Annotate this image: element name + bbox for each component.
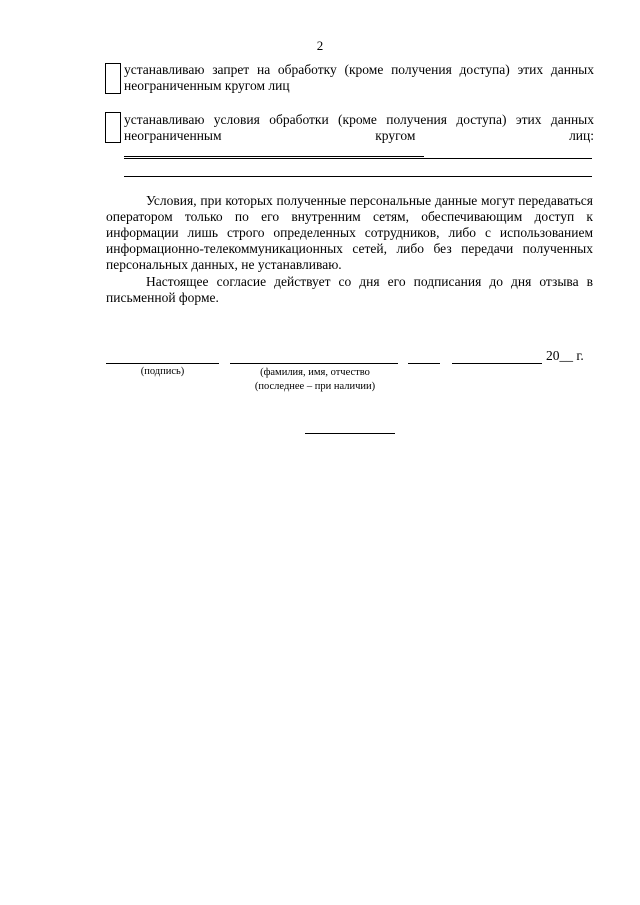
full-name-caption-line1: (фамилия, имя, отчество <box>260 367 370 378</box>
date-year-text: 20__ г. <box>546 348 584 363</box>
page-number: 2 <box>316 38 324 53</box>
option-conditions-label <box>124 112 594 161</box>
conditions-fill-line-2[interactable] <box>124 158 592 159</box>
date-day-line[interactable] <box>408 363 440 364</box>
full-name-line[interactable] <box>230 363 398 364</box>
option-ban-checkbox[interactable] <box>105 63 121 94</box>
signature-caption: (подпись) <box>140 366 185 377</box>
conditions-paragraph: Условия, при которых полученные персональные данные могут передаваться оператором только по его внутренним сетям, обеспечивающим доступ к информации лишь строго определенных сотрудников, либо с использованием информационно-телекоммуникационных сетей, либо без передачи полученных персональных данных, не устанавливаю. <box>106 193 593 272</box>
signature-line[interactable] <box>106 363 219 364</box>
validity-paragraph: Настоящее согласие действует со дня его подписания до дня отзыва в письменной форме. <box>106 274 593 305</box>
conditions-fill-line[interactable] <box>124 144 424 157</box>
conditions-fill-line-3[interactable] <box>124 176 592 177</box>
option-conditions-checkbox[interactable] <box>105 112 121 143</box>
option-conditions-text: устанавливаю условия обработки (кроме получения доступа) этих данных неограниченным кругом лиц: <box>124 112 594 143</box>
document-end-line <box>305 433 395 434</box>
option-ban-text: устанавливаю запрет на обработку (кроме получения доступа) этих данных неограниченным кругом лиц <box>124 62 594 93</box>
full-name-caption-line2: (последнее – при наличии) <box>254 381 376 392</box>
date-month-line[interactable] <box>452 363 542 364</box>
full-name-caption <box>205 366 425 394</box>
